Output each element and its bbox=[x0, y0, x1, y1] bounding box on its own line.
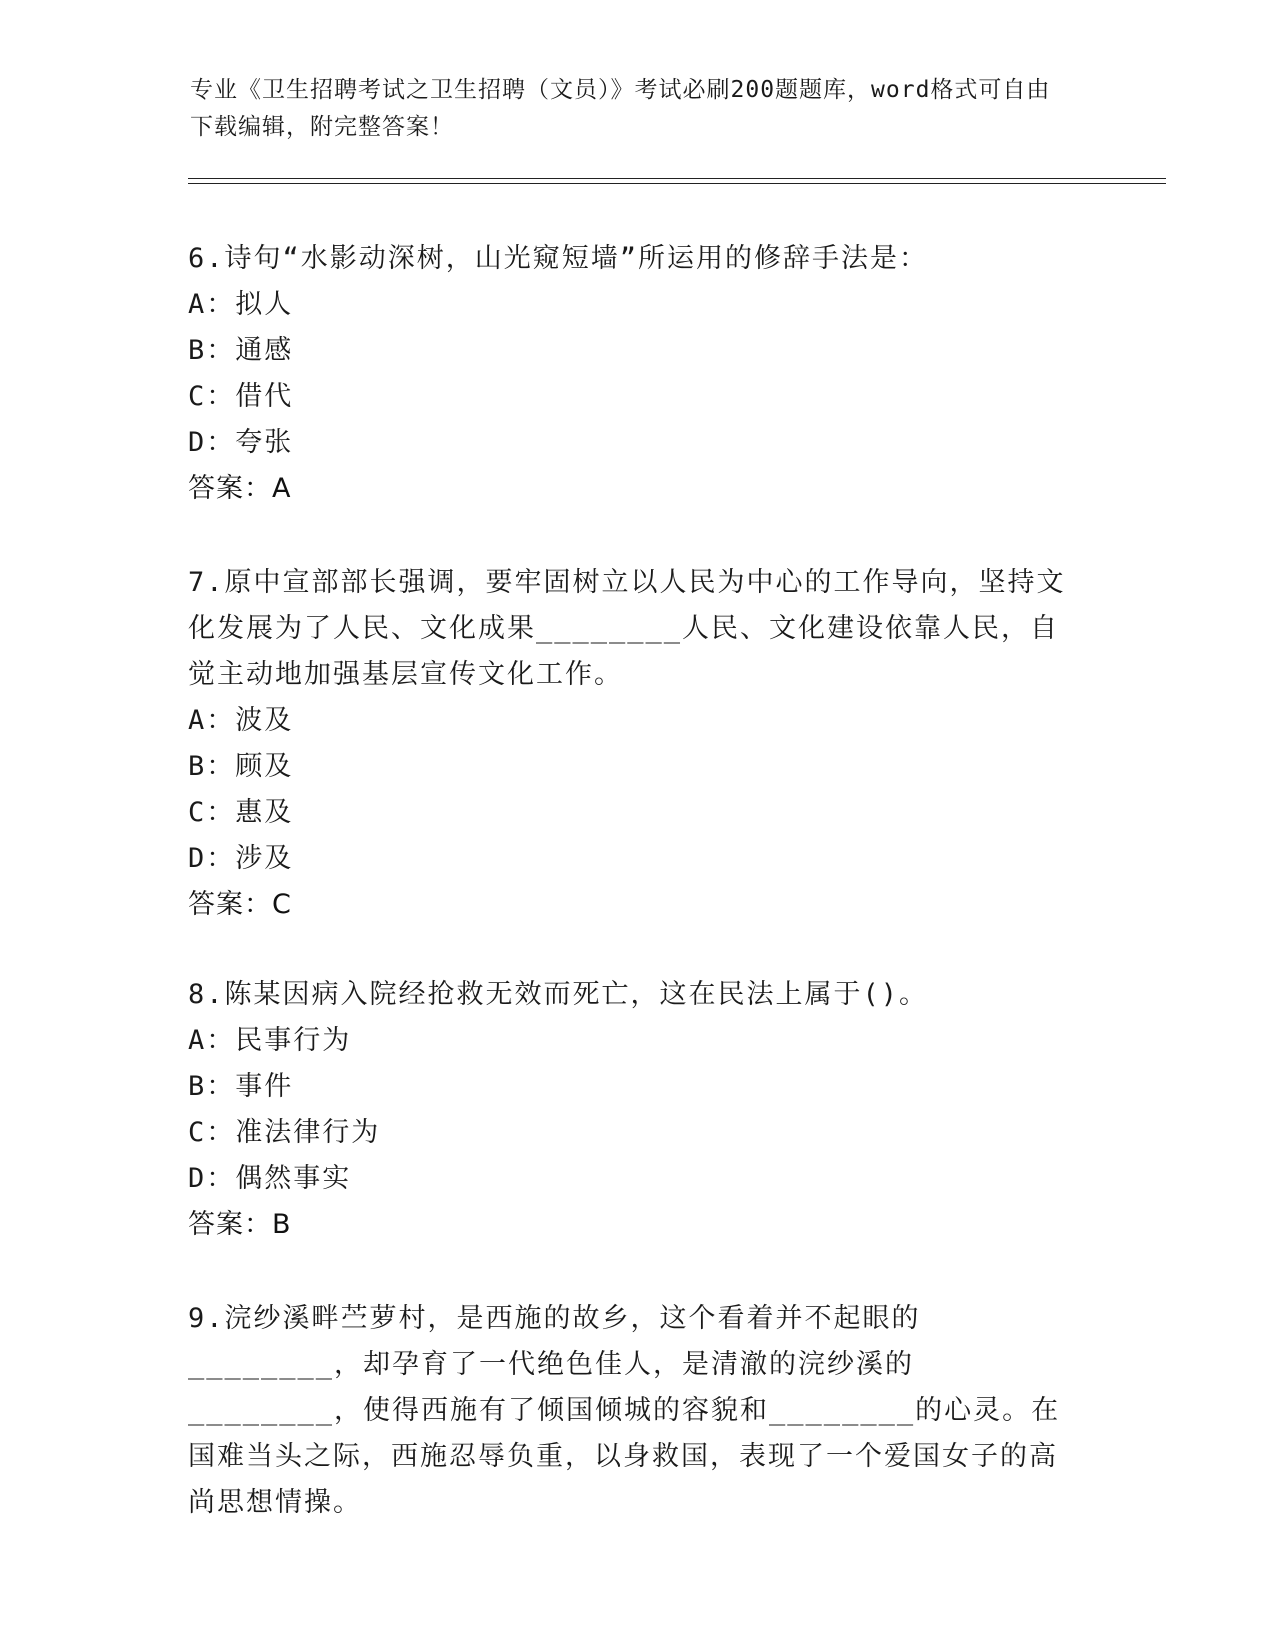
answer-line: 答案：A bbox=[188, 473, 292, 504]
answer-line: 答案：C bbox=[188, 889, 292, 920]
option-a: A：拟人 bbox=[188, 289, 294, 320]
question-9 bbox=[188, 1296, 1078, 1526]
question-stem: 9.浣纱溪畔苎萝村，是西施的故乡，这个看着并不起眼的________，却孕育了一代绝色佳人，是清澈的浣纱溪的________，使得西施有了倾国倾城的容貌和________的心灵。在国难当头之际，西施忍辱负重，以身救国，表现了一个爱国女子的高尚思想情操。 bbox=[188, 1303, 1061, 1518]
question-7 bbox=[188, 560, 1078, 928]
option-c: C：惠及 bbox=[188, 797, 294, 828]
document-header: 专业《卫生招聘考试之卫生招聘（文员）》考试必刷200题题库，word格式可自由下载编辑，附完整答案！ bbox=[190, 77, 1051, 140]
option-b: B：通感 bbox=[188, 335, 294, 366]
option-a: A：民事行为 bbox=[188, 1025, 352, 1056]
question-8 bbox=[188, 972, 1078, 1248]
answer-line: 答案：B bbox=[188, 1209, 292, 1240]
question-stem: 8.陈某因病入院经抢救无效而死亡，这在民法上属于()。 bbox=[188, 979, 929, 1010]
option-c: C：准法律行为 bbox=[188, 1117, 381, 1148]
option-d: D：偶然事实 bbox=[188, 1163, 352, 1194]
option-c: C：借代 bbox=[188, 381, 294, 412]
option-a: A：波及 bbox=[188, 705, 294, 736]
question-6 bbox=[188, 236, 1078, 512]
option-b: B：事件 bbox=[188, 1071, 294, 1102]
header-double-rule bbox=[188, 178, 1166, 184]
option-d: D：涉及 bbox=[188, 843, 294, 874]
question-stem: 6.诗句“水影动深树，山光窥短墙”所运用的修辞手法是： bbox=[188, 243, 929, 274]
option-d: D：夸张 bbox=[188, 427, 294, 458]
question-stem: 7.原中宣部部长强调，要牢固树立以人民为中心的工作导向，坚持文化发展为了人民、文化成果________人民、文化建设依靠人民，自觉主动地加强基层宣传文化工作。 bbox=[188, 567, 1066, 690]
option-b: B：顾及 bbox=[188, 751, 294, 782]
